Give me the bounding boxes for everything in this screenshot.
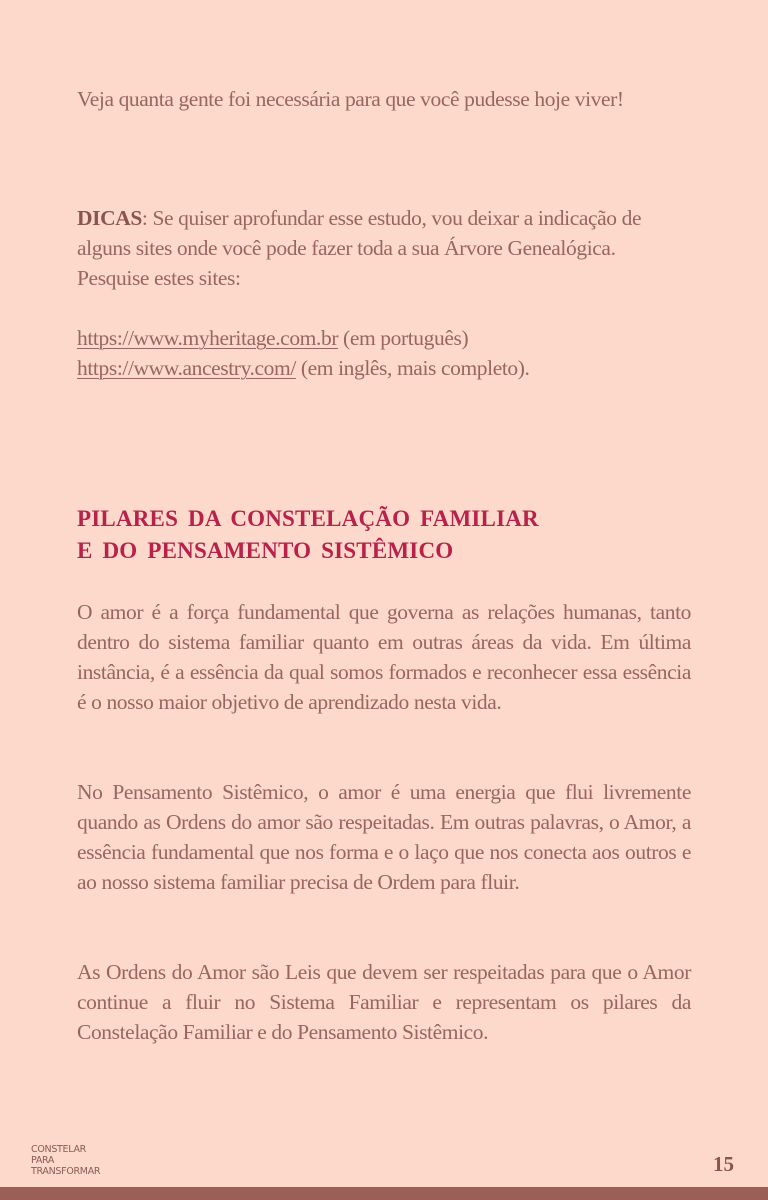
link-line-2 <box>77 353 691 383</box>
section-heading-line-1: PILARES DA CONSTELAÇÃO FAMILIAR <box>77 506 539 531</box>
brand-line-1: CONSTELAR <box>31 1144 86 1155</box>
section-paragraph-1-block <box>77 597 691 717</box>
intro-paragraph: Veja quanta gente foi necessária para que você pudesse hoje viver! <box>77 87 624 111</box>
section-paragraph-2: No Pensamento Sistêmico, o amor é uma energia que flui livremente quando as Ordens do amor são respeitadas. Em outras palavras, o Amor, a essência fundamental que nos forma e o laço que nos conecta aos outros e ao nosso sistema familiar precisa de Ordem para fluir. <box>77 780 691 894</box>
section-paragraph-1: O amor é a força fundamental que governa as relações humanas, tanto dentro do sistema familiar quanto em outras áreas da vida. Em última instância, é a essência da qual somos formados e reconhecer essa essência é o nosso maior objetivo de aprendizado nesta vida. <box>77 600 691 714</box>
link-line-1 <box>77 323 691 353</box>
page-number: 15 <box>713 1152 734 1176</box>
footer-brand-logo <box>31 1144 100 1177</box>
link-note-1: (em português) <box>338 326 469 350</box>
myheritage-link[interactable]: https://www.myheritage.com.br <box>77 326 339 350</box>
intro-block <box>77 84 691 114</box>
link-note-2: (em inglês, mais completo). <box>295 356 530 380</box>
brand-line-3: TRANSFORMAR <box>31 1166 101 1177</box>
tips-label: DICAS <box>77 206 142 230</box>
tips-paragraph <box>77 203 691 293</box>
tips-text: : Se quiser aprofundar esse estudo, vou deixar a indicação de alguns sites onde você pode fazer toda a sua Árvore Genealógica. Pesquise estes sites: <box>77 206 642 290</box>
section-paragraph-3: As Ordens do Amor são Leis que devem ser respeitadas para que o Amor continue a fluir no Sistema Familiar e representam os pilares da Constelação Familiar e do Pensamento Sistêmico. <box>77 960 691 1044</box>
section-paragraph-2-block <box>77 777 691 897</box>
section-paragraph-3-block <box>77 957 691 1047</box>
brand-line-2: PARA <box>31 1155 55 1166</box>
ancestry-link[interactable]: https://www.ancestry.com/ <box>77 356 296 380</box>
section-heading <box>77 503 539 567</box>
tips-block <box>77 203 691 293</box>
section-heading-line-2: E DO PENSAMENTO SISTÊMICO <box>77 538 454 563</box>
bottom-bar <box>0 1187 768 1200</box>
links-block <box>77 323 691 383</box>
